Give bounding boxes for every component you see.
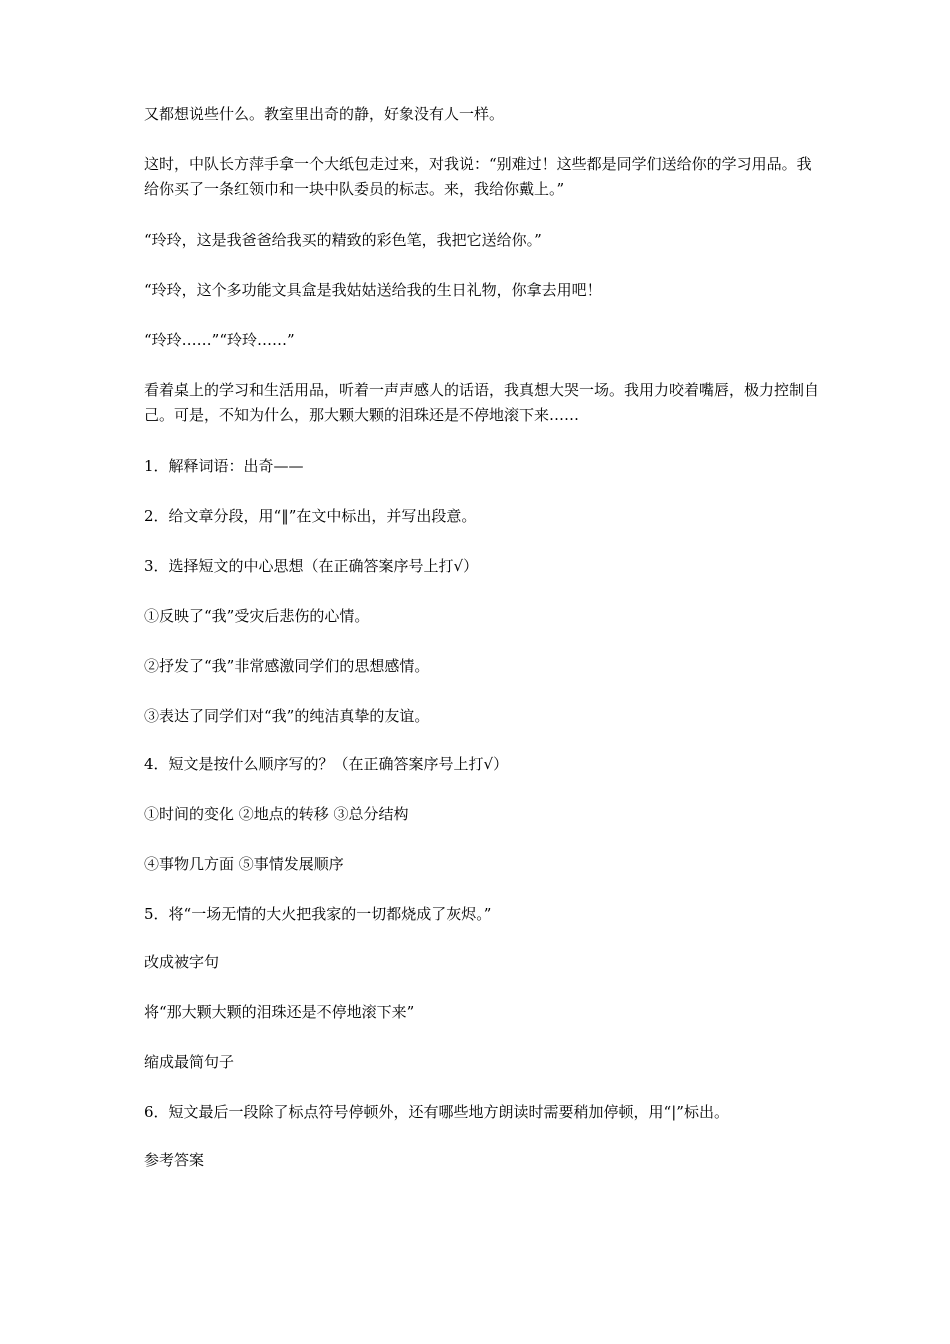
paragraph-lingling-calls: “玲玲……”“玲玲……” bbox=[144, 331, 295, 349]
paragraph-pencil-box: “玲玲，这个多功能文具盒是我姑姑送给我的生日礼物，你拿去用吧！ bbox=[144, 281, 602, 299]
question-4: 4．短文是按什么顺序写的？（在正确答案序号上打√） bbox=[144, 755, 509, 773]
reference-answers-heading: 参考答案 bbox=[144, 1151, 205, 1169]
question-3-option-3: ③表达了同学们对“我”的纯洁真挚的友谊。 bbox=[144, 707, 430, 725]
question-5-task-shorten: 缩成最简句子 bbox=[144, 1053, 235, 1071]
question-5-sentence-2: 将“那大颗大颗的泪珠还是不停地滚下来” bbox=[144, 1003, 415, 1021]
question-1: 1．解释词语：出奇—— bbox=[144, 457, 304, 475]
paragraph-color-pens: “玲玲，这是我爸爸给我买的精致的彩色笔，我把它送给你。” bbox=[144, 231, 542, 249]
paragraph-tears: 看着桌上的学习和生活用品，听着一声声感人的话语，我真想大哭一场。我用力咬着嘴唇，极力控制自己。可是，不知为什么，那大颗大颗的泪珠还是不停地滚下来…… bbox=[144, 381, 820, 424]
question-2: 2．给文章分段，用“‖”在文中标出，并写出段意。 bbox=[144, 507, 477, 525]
paragraph-captain-speech: 这时，中队长方萍手拿一个大纸包走过来，对我说：“别难过！这些都是同学们送给你的学习用品。我给你买了一条红领巾和一块中队委员的标志。来，我给你戴上。” bbox=[144, 155, 812, 198]
question-5: 5．将“一场无情的大火把我家的一切都烧成了灰烬。” bbox=[144, 905, 492, 923]
question-3-option-2: ②抒发了“我”非常感激同学们的思想感情。 bbox=[144, 657, 430, 675]
question-5-task-passive: 改成被字句 bbox=[144, 953, 220, 971]
question-4-options-line-1: ①时间的变化 ②地点的转移 ③总分结构 bbox=[144, 805, 409, 823]
question-4-options-line-2: ④事物几方面 ⑤事情发展顺序 bbox=[144, 855, 344, 873]
question-6: 6．短文最后一段除了标点符号停顿外，还有哪些地方朗读时需要稍加停顿，用“|”标出。 bbox=[144, 1103, 729, 1121]
question-3-option-1: ①反映了“我”受灾后悲伤的心情。 bbox=[144, 607, 370, 625]
paragraph-classroom-silence: 又都想说些什么。教室里出奇的静，好象没有人一样。 bbox=[144, 105, 505, 123]
question-3: 3．选择短文的中心思想（在正确答案序号上打√） bbox=[144, 557, 479, 575]
